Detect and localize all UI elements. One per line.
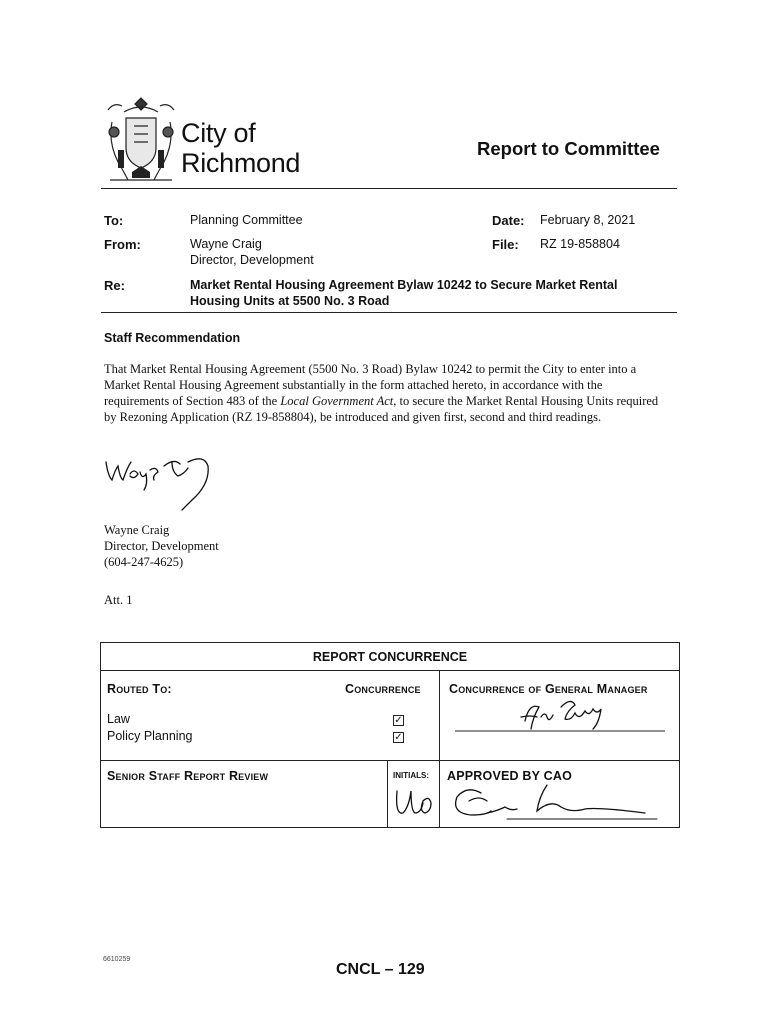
approved-by-cao-label: APPROVED BY CAO: [447, 769, 573, 783]
city-crest-logo: [104, 92, 178, 188]
cao-signature: [447, 775, 677, 827]
to-value: Planning Committee: [190, 213, 303, 227]
org-name-line2: Richmond: [181, 148, 301, 178]
signatory-title: Director, Development: [104, 539, 219, 553]
org-name-line1: City of: [181, 118, 256, 148]
recommendation-part2: , to secure the Market Rental Housing Units required by Rezoning Application (RZ 19-858804), be introduced and given first, second and third readings.: [104, 394, 659, 424]
report-title: Report to Committee: [477, 138, 660, 159]
re-line1: Market Rental Housing Agreement Bylaw 10242 to Secure Market Rental: [190, 278, 618, 292]
attachment-note: Att. 1: [104, 593, 133, 607]
concurrence-header: Concurrence: [345, 682, 421, 696]
re-label: Re:: [104, 278, 125, 293]
from-value: [190, 237, 314, 268]
table-rule: [101, 760, 679, 761]
recommendation-heading: Staff Recommendation: [104, 331, 241, 345]
re-line2: Housing Units at 5500 No. 3 Road: [190, 293, 390, 308]
file-value: RZ 19-858804: [540, 237, 620, 251]
from-name: Wayne Craig: [190, 237, 262, 251]
report-concurrence-table: [100, 642, 680, 828]
date-value: February 8, 2021: [540, 213, 636, 227]
re-subject: [190, 278, 660, 309]
to-label: To:: [104, 213, 124, 228]
date-label: Date:: [492, 213, 525, 228]
table-col-rule: [387, 760, 388, 827]
law-concurrence-checkbox: ✓: [394, 715, 403, 726]
initials-signature: [393, 783, 435, 821]
recommendation-part1: That Market Rental Housing Agreement (5500 No. 3 Road) Bylaw 10242 to permit the City to enter into a Market Rental Housing Agreement substantially in the form attached hereto, in accordance with the requirements of Section 483 of the: [104, 362, 637, 408]
from-title: Director, Development: [190, 252, 314, 267]
signatory-phone: (604-247-4625): [104, 555, 184, 569]
routed-to-header: Routed To:: [107, 682, 172, 696]
signature-wayne-craig: [100, 452, 220, 520]
act-name: Local Government Act: [280, 394, 394, 408]
table-col-rule: [439, 670, 440, 827]
org-name: [181, 118, 300, 178]
subject-divider: [101, 312, 677, 313]
page-number: CNCL – 129: [336, 961, 425, 978]
signatory-name: Wayne Craig: [104, 523, 170, 537]
file-label: File:: [492, 237, 519, 252]
initials-label: INITIALS:: [393, 771, 429, 780]
concurrence-title: REPORT CONCURRENCE: [312, 650, 468, 664]
header-divider: [101, 188, 677, 189]
signatory-block: [104, 522, 219, 570]
routed-item-law: Law: [107, 712, 130, 726]
senior-staff-review-label: Senior Staff Report Review: [107, 769, 269, 783]
general-manager-signature: [445, 693, 675, 739]
document-code: 6610259: [103, 956, 131, 963]
from-label: From:: [104, 237, 141, 252]
recommendation-body: [104, 361, 664, 425]
table-rule: [101, 670, 679, 671]
policy-planning-concurrence-checkbox: ✓: [394, 732, 403, 743]
general-manager-header: Concurrence of General Manager: [449, 682, 648, 696]
routed-item-policy-planning: Policy Planning: [107, 729, 193, 743]
